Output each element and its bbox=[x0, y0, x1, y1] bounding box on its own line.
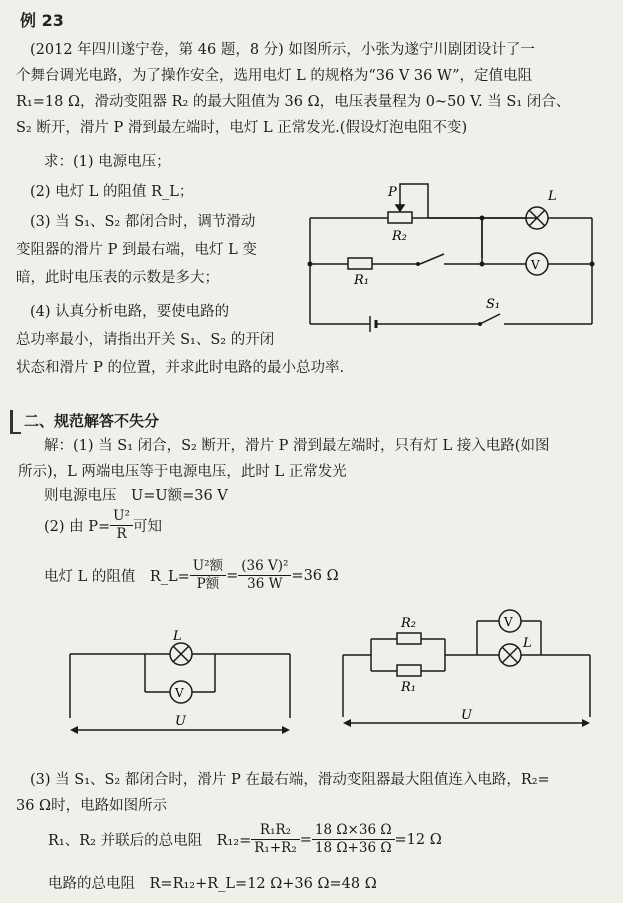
s2-frac-den: R bbox=[116, 526, 127, 542]
question-1: 求：(1) 电源电压； bbox=[44, 154, 171, 170]
label-p: P bbox=[388, 185, 397, 200]
rl-frac1-num: U²额 bbox=[190, 558, 226, 576]
solution-2-formula bbox=[44, 508, 162, 543]
rl-fraction-2 bbox=[238, 558, 291, 593]
question-3b: 变阻器的滑片 P 到最右端，电灯 L 变 bbox=[16, 242, 257, 258]
question-4b: 总功率最小，请指出开关 S₁、S₂ 的开闭 bbox=[16, 332, 275, 348]
label-l: L bbox=[548, 189, 557, 204]
question-4a: (4) 认真分析电路，要使电路的 bbox=[30, 304, 230, 320]
solution-1-result: 则电源电压 U=U额=36 V bbox=[44, 488, 228, 504]
label-u-2: U bbox=[175, 714, 186, 729]
r12-frac2-num: 18 Ω×36 Ω bbox=[312, 822, 395, 840]
solution-3-line-1: (3) 当 S₁、S₂ 都闭合时，滑片 P 在最右端，滑动变阻器最大阻值连入电路，R₂= bbox=[30, 772, 550, 788]
rl-label: 电灯 L 的阻值 R_L= bbox=[44, 569, 190, 585]
s2-prefix: (2) 由 P= bbox=[44, 519, 111, 535]
rl-frac1-den: P额 bbox=[196, 576, 220, 592]
solution-1-line-2: 所示)，L 两端电压等于电源电压，此时 L 正常发光 bbox=[18, 464, 347, 480]
problem-line-3: R₁=18 Ω，滑动变阻器 R₂ 的最大阻值为 36 Ω，电压表量程为 0~50 V. 当 S₁ 闭合、 bbox=[16, 94, 571, 110]
voltmeter-symbol-3: V bbox=[504, 615, 513, 629]
label-r2-3: R₂ bbox=[401, 616, 416, 631]
r12-fraction-2 bbox=[312, 822, 395, 857]
question-3c: 暗，此时电压表的示数是多大； bbox=[16, 270, 219, 286]
s2-suffix: 可知 bbox=[132, 519, 162, 535]
label-s1: S₁ bbox=[486, 297, 501, 312]
question-3a: (3) 当 S₁、S₂ 都闭合时，调节滑动 bbox=[30, 214, 256, 230]
r12-result: =12 Ω bbox=[394, 831, 442, 848]
s2-fraction bbox=[110, 508, 133, 543]
example-title: 例 23 bbox=[20, 11, 64, 30]
rl-fraction-1 bbox=[190, 558, 226, 593]
section-marker bbox=[10, 410, 21, 434]
problem-line-1: (2012 年四川遂宁卷，第 46 题，8 分) 如图所示，小张为遂宁川剧团设计了一 bbox=[30, 42, 535, 58]
question-2: (2) 电灯 L 的阻值 R_L； bbox=[30, 184, 194, 200]
total-resistance: 电路的总电阻 R=R₁₂+R_L=12 Ω+36 Ω=48 Ω bbox=[48, 876, 377, 892]
voltmeter-symbol: V bbox=[531, 258, 540, 272]
solution-3-line-2: 36 Ω时，电路如图所示 bbox=[16, 798, 168, 814]
label-l-3: L bbox=[523, 636, 532, 651]
s2-frac-num: U² bbox=[110, 508, 133, 526]
circuit-diagram-2 bbox=[60, 630, 310, 750]
problem-line-4: S₂ 断开，滑片 P 滑到最左端时，电灯 L 正常发光.(假设灯泡电阻不变) bbox=[16, 120, 468, 136]
rl-formula bbox=[44, 558, 339, 593]
label-l-2: L bbox=[173, 630, 182, 644]
circuit-diagram-3 bbox=[335, 605, 610, 735]
rl-frac2-num: (36 V)² bbox=[238, 558, 291, 576]
label-u-3: U bbox=[461, 708, 472, 723]
label-r2: R₂ bbox=[392, 229, 407, 244]
r12-frac2-den: 18 Ω+36 Ω bbox=[314, 840, 392, 856]
rl-frac2-den: 36 W bbox=[247, 576, 283, 592]
problem-line-2: 个舞台调光电路，为了操作安全，选用电灯 L 的规格为“36 V 36 W”，定值电阻 bbox=[16, 68, 533, 84]
rl-result: =36 Ω bbox=[291, 567, 339, 584]
label-r1-3: R₁ bbox=[401, 680, 416, 695]
r12-formula bbox=[48, 822, 442, 857]
r12-label: R₁、R₂ 并联后的总电阻 R₁₂= bbox=[48, 833, 252, 849]
r12-eq: = bbox=[299, 831, 312, 848]
question-4c: 状态和滑片 P 的位置，并求此时电路的最小总功率. bbox=[16, 360, 345, 376]
r12-frac1-num: R₁R₂ bbox=[251, 822, 299, 840]
solution-1-line-1: 解：(1) 当 S₁ 闭合，S₂ 断开，滑片 P 滑到最左端时，只有灯 L 接入电路(如图 bbox=[44, 438, 550, 454]
section-title: 二、规范解答不失分 bbox=[24, 412, 160, 430]
label-r1: R₁ bbox=[354, 273, 369, 288]
circuit-diagram-1 bbox=[300, 178, 610, 338]
r12-frac1-den: R₁+R₂ bbox=[254, 840, 297, 856]
voltmeter-symbol-2: V bbox=[175, 686, 184, 700]
r12-fraction-1 bbox=[251, 822, 299, 857]
rl-eq: = bbox=[226, 567, 239, 584]
